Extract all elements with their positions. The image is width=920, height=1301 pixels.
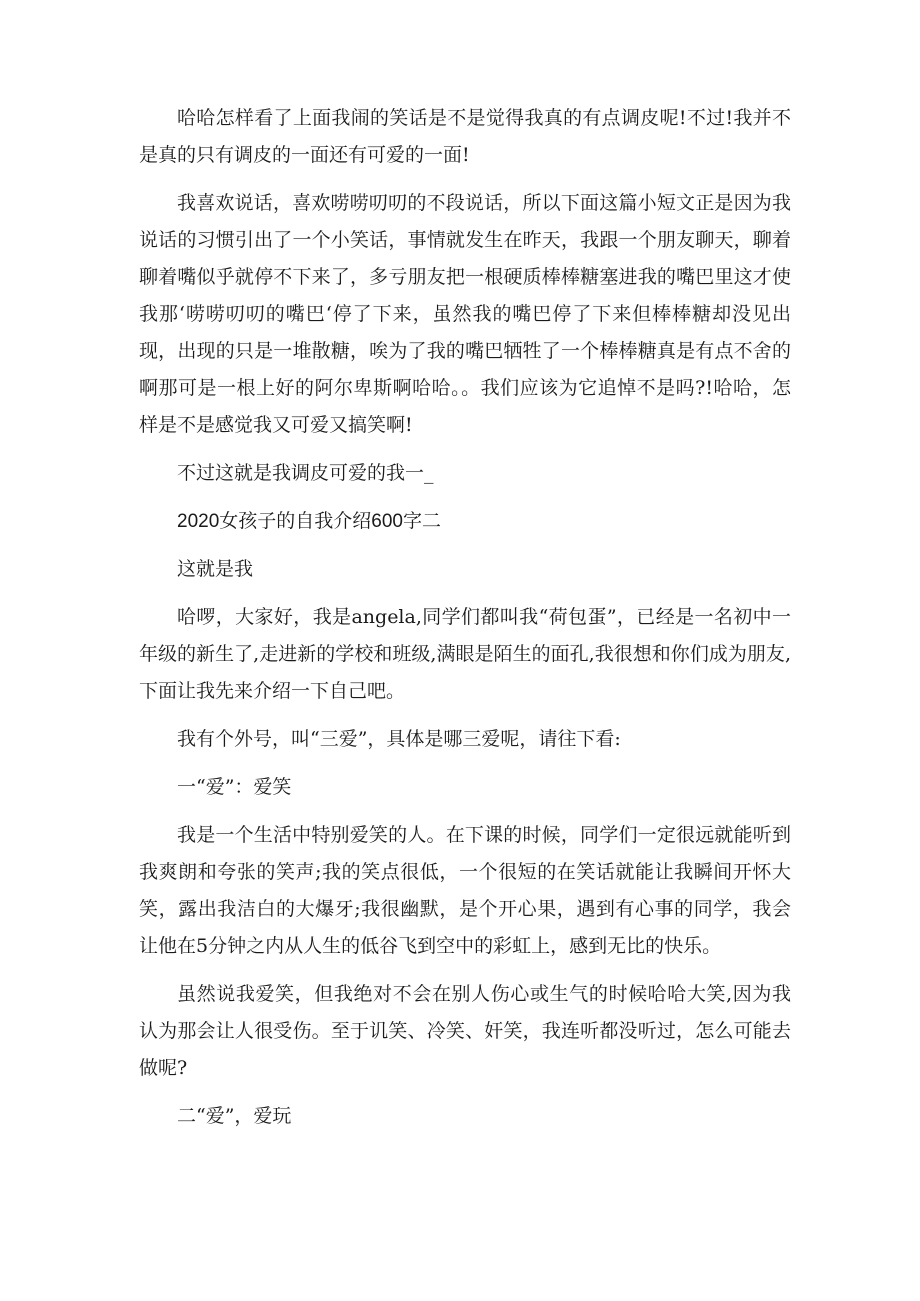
paragraph-story: 我喜欢说话，喜欢唠唠叨叨的不段说话，所以下面这篇小短文正是因为我说话的习惯引出了一个小笑话，事情就发生在昨天，我跟一个朋友聊天，聊着聊着嘴似乎就停不下来了，多亏朋友把一根硬质棒棒糖塞进我的嘴巴里这才使我那‘唠唠叨叨的嘴巴‘停了下来，虽然我的嘴巴停了下来但棒棒糖却没见出现，出现的只是一堆散糖，唉为了我的嘴巴牺牲了一个棒棒糖真是有点不舍的啊那可是一根上好的阿尔卑斯啊哈哈。。我们应该为它追悼不是吗?!哈哈，怎样是不是感觉我又可爱又搞笑啊! (139, 192, 791, 436)
paragraph-intro: 哈哈怎样看了上面我闹的笑话是不是觉得我真的有点调皮呢!不过!我并不是真的只有调皮的一面还有可爱的一面! (139, 107, 791, 166)
section-heading: 2020女孩子的自我介绍600字二 (177, 511, 441, 532)
heading-love-laugh: 一“爱”：爱笑 (177, 776, 292, 798)
paragraph-greeting: 哈啰，大家好，我是angela,同学们都叫我“荷包蛋”，已经是一名初中一年级的新生了,走进新的学校和班级,满眼是陌生的面孔,我很想和你们成为朋友,下面让我先来介绍一下自己吧。 (139, 606, 791, 702)
heading-love-play: 二“爱”，爱玩 (177, 1105, 292, 1127)
subtitle: 这就是我 (177, 558, 254, 580)
paragraph-laugh-2: 虽然说我爱笑，但我绝对不会在别人伤心或生气的时候哈哈大笑,因为我认为那会让人很受伤。至于讥笑、冷笑、奸笑，我连听都没听过，怎么可能去做呢? (139, 983, 791, 1079)
document-body (139, 100, 791, 1146)
paragraph-laugh: 我是一个生活中特别爱笑的人。在下课的时候，同学们一定很远就能听到我爽朗和夸张的笑声;我的笑点很低，一个很短的在笑话就能让我瞬间开怀大笑，露出我洁白的大爆牙;我很幽默，是个开心果，遇到有心事的同学，我会让他在5分钟之内从人生的低谷飞到空中的彩虹上，感到无比的快乐。 (139, 824, 791, 957)
paragraph-nickname: 我有个外号，叫“三爱”，具体是哪三爱呢，请往下看: (177, 728, 621, 750)
paragraph-closing: 不过这就是我调皮可爱的我一_ (177, 462, 434, 484)
